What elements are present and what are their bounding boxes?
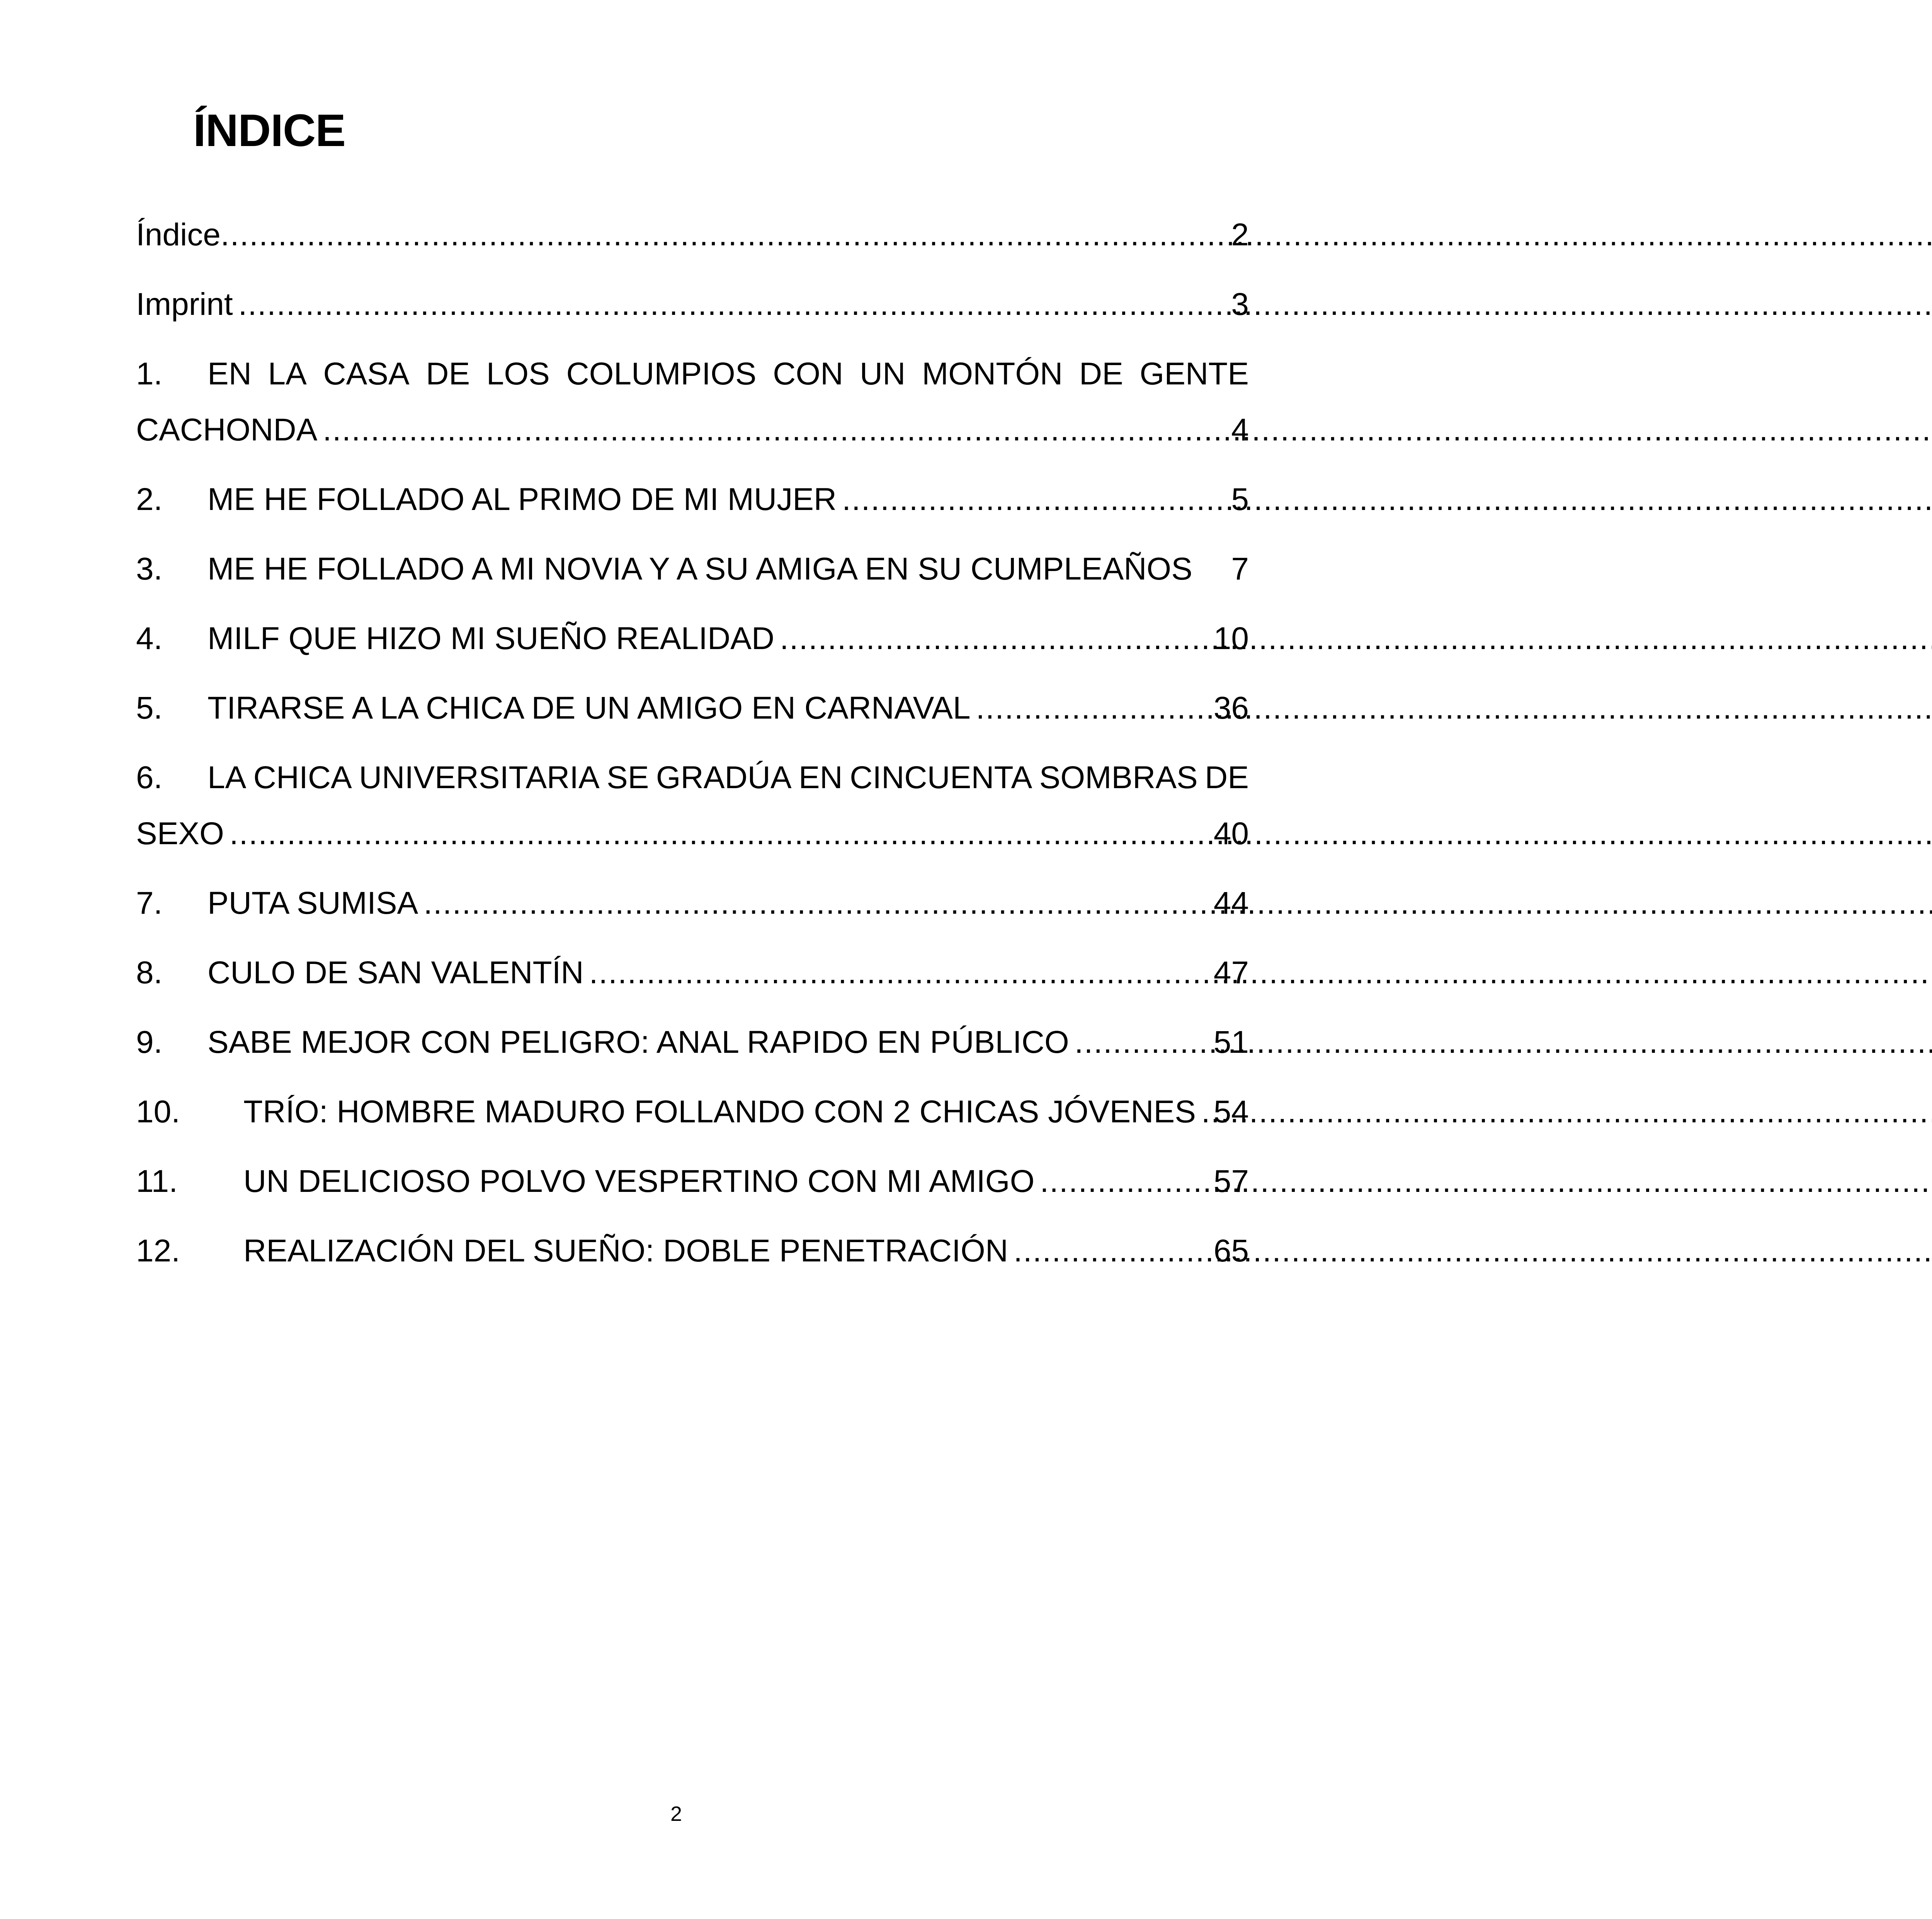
dot-leader (1040, 1153, 1213, 1209)
toc-entry-chapter-9[interactable] (136, 1014, 1249, 1070)
page-title: ÍNDICE (193, 105, 345, 156)
toc-word: EN (207, 356, 252, 391)
toc-word: MONTÓN (922, 356, 1063, 391)
toc-entry-title: SABE MEJOR CON PELIGRO: ANAL RAPIDO EN PÚBLICO (207, 1025, 1069, 1060)
toc-entry-chapter-12[interactable] (136, 1223, 1249, 1279)
dot-leader (323, 402, 1231, 458)
toc-entry-page: 2 (1231, 217, 1249, 252)
toc-entry-chapter-3[interactable] (136, 541, 1249, 597)
toc-word: CINCUENTA (850, 760, 1032, 795)
toc-entry-page: 51 (1213, 1025, 1249, 1060)
toc-entry-title-line2: SEXO (136, 816, 224, 851)
toc-entry-chapter-6[interactable] (136, 750, 1249, 862)
toc-entry-page: 57 (1213, 1164, 1249, 1199)
toc-entry-title: Índice (136, 217, 221, 252)
dot-leader (1014, 1223, 1214, 1279)
toc-entry-number: 4. (136, 621, 163, 656)
toc-word: SE (607, 760, 649, 795)
toc-word: DE (426, 356, 470, 391)
toc-entry-title: Imprint (136, 287, 233, 322)
toc-word: COLUMPIOS (566, 356, 757, 391)
toc-entry-chapter-7[interactable] (136, 875, 1249, 931)
toc-entry-title: ME HE FOLLADO AL PRIMO DE MI MUJER (207, 482, 837, 517)
dot-leader (589, 945, 1214, 1001)
dot-leader (780, 610, 1214, 666)
dot-leader (230, 806, 1214, 862)
toc-entry-number: 3. (136, 551, 163, 586)
toc-entry-title-line2: CACHONDA (136, 412, 318, 447)
toc-word: CON (773, 356, 844, 391)
toc-entry-page: 40 (1213, 816, 1249, 851)
toc-entry-chapter-11[interactable] (136, 1153, 1249, 1209)
toc-entry-chapter-5[interactable] (136, 680, 1249, 736)
toc-entry-chapter-2[interactable] (136, 471, 1249, 527)
toc-word: LA (268, 356, 307, 391)
toc-entry-indice[interactable] (136, 207, 1249, 263)
toc-entry-title: ME HE FOLLADO A MI NOVIA Y A SU AMIGA EN SU CUMPLEAÑOS (207, 551, 1192, 586)
toc-entry-page: 3 (1231, 287, 1249, 322)
dot-leader (976, 680, 1214, 736)
toc-word: UN (859, 356, 906, 391)
toc-entry-page: 7 (1231, 551, 1249, 586)
toc-entry-title: PUTA SUMISA (207, 886, 418, 921)
toc-word: CHICA (253, 760, 352, 795)
toc-entry-page: 44 (1213, 886, 1249, 921)
toc-word: GRADÚA (656, 760, 792, 795)
toc-entry-chapter-8[interactable] (136, 945, 1249, 1001)
toc-word: SOMBRAS (1039, 760, 1198, 795)
toc-word: GENTE (1139, 356, 1249, 391)
toc-entry-page: 4 (1231, 412, 1249, 447)
toc-entry-page: 5 (1231, 482, 1249, 517)
toc-entry-chapter-4[interactable] (136, 610, 1249, 666)
dot-leader (238, 276, 1231, 332)
dot-leader (1075, 1014, 1214, 1070)
toc-entry-number: 6. (136, 760, 163, 795)
toc-entry-title: UN DELICIOSO POLVO VESPERTINO CON MI AMIGO (243, 1164, 1035, 1199)
toc-word: CASA (323, 356, 410, 391)
toc-entry-page: 65 (1213, 1233, 1249, 1268)
toc-entry-page: 54 (1213, 1094, 1249, 1129)
table-of-contents (136, 207, 1249, 1292)
toc-entry-number: 12. (136, 1233, 180, 1268)
dot-leader (423, 875, 1214, 931)
toc-entry-title: CULO DE SAN VALENTÍN (207, 955, 584, 990)
toc-entry-number: 7. (136, 886, 163, 921)
dot-leader (221, 207, 1231, 263)
toc-entry-title: TRÍO: HOMBRE MADURO FOLLANDO CON 2 CHICAS JÓVENES (243, 1094, 1196, 1129)
toc-entry-title: MILF QUE HIZO MI SUEÑO REALIDAD (207, 621, 775, 656)
toc-entry-title: TIRARSE A LA CHICA DE UN AMIGO EN CARNAVAL (207, 690, 971, 726)
toc-entry-page: 47 (1213, 955, 1249, 990)
toc-word: DE (1079, 356, 1123, 391)
toc-entry-number: 5. (136, 690, 163, 726)
toc-entry-title: REALIZACIÓN DEL SUEÑO: DOBLE PENETRACIÓN (243, 1233, 1009, 1268)
toc-entry-chapter-10[interactable] (136, 1084, 1249, 1140)
toc-word: UNIVERSITARIA (359, 760, 600, 795)
toc-entry-title-line1 (207, 346, 1249, 402)
toc-word: DE (1205, 760, 1249, 795)
toc-word: LA (207, 760, 247, 795)
toc-word: LOS (486, 356, 550, 391)
toc-entry-imprint[interactable] (136, 276, 1249, 332)
dot-leader (1201, 1084, 1214, 1140)
footer-page-number: 2 (670, 1802, 682, 1826)
toc-entry-chapter-1[interactable] (136, 346, 1249, 458)
dot-leader (842, 471, 1231, 527)
toc-entry-number: 9. (136, 1025, 163, 1060)
toc-entry-page: 10 (1213, 621, 1249, 656)
toc-entry-number: 2. (136, 482, 163, 517)
toc-word: EN (798, 760, 843, 795)
toc-entry-number: 1. (136, 356, 163, 391)
toc-entry-number: 10. (136, 1094, 180, 1129)
toc-entry-title-line1 (207, 750, 1249, 806)
toc-entry-page: 36 (1213, 690, 1249, 726)
toc-entry-number: 8. (136, 955, 163, 990)
toc-entry-number: 11. (136, 1164, 178, 1199)
